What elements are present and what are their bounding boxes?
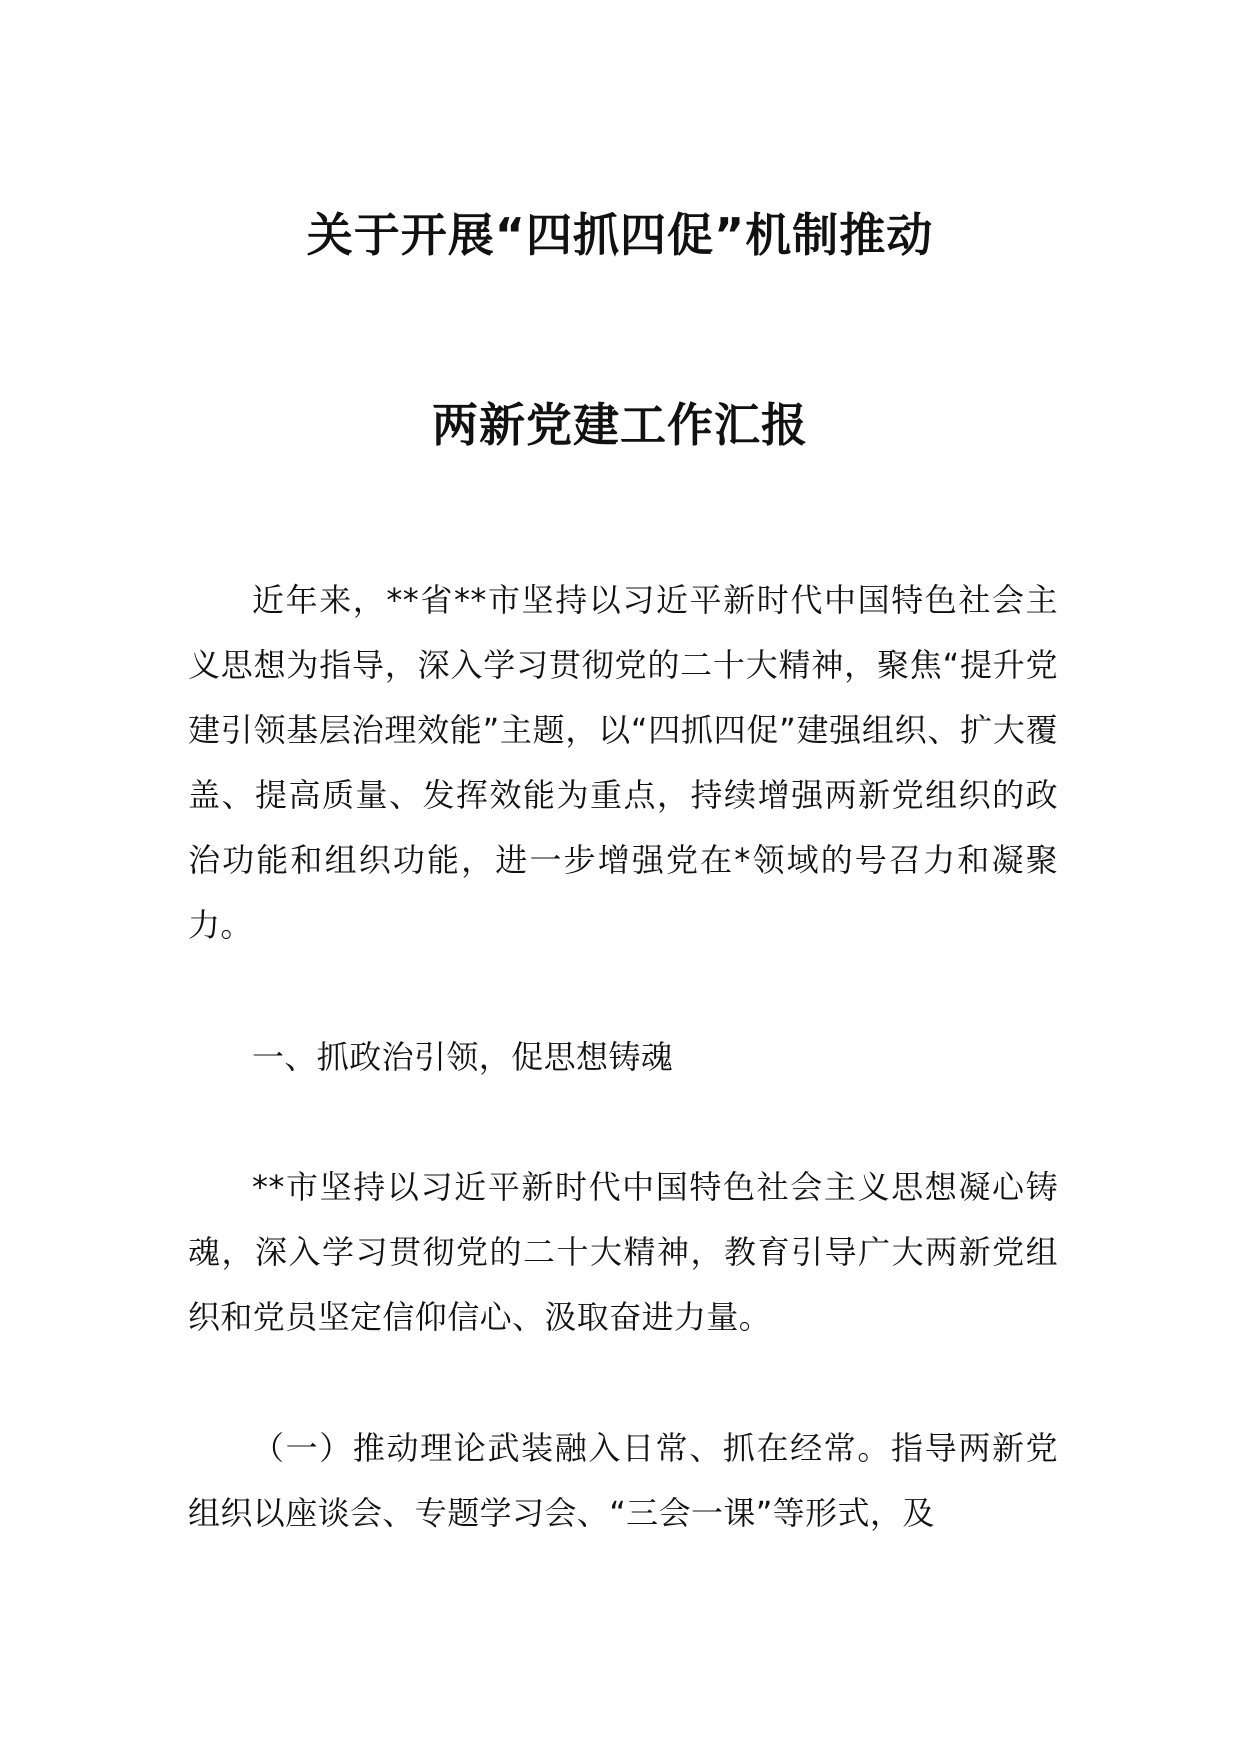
section-heading: 一、抓政治引领，促思想铸魂 <box>252 1038 674 1076</box>
section-paragraph: **市坚持以习近平新时代中国特色社会主义思想凝心铸魂，深入学习贯彻党的二十大精神，教育引导广大两新党组织和党员坚定信仰信心、汲取奋进力量。 <box>188 1168 1058 1336</box>
document-title-line-2: 两新党建工作汇报 <box>432 398 808 452</box>
subsection-paragraph: （一）推动理论武装融入日常、抓在经常。指导两新党组织以座谈会、专题学习会、“三会一课”等形式，及 <box>188 1429 1058 1532</box>
document-title-line-1: 关于开展“四抓四促”机制推动 <box>306 208 934 262</box>
intro-paragraph: 近年来，**省**市坚持以习近平新时代中国特色社会主义思想为指导，深入学习贯彻党的二十大精神，聚焦“提升党建引领基层治理效能”主题，以“四抓四促”建强组织、扩大覆盖、提高质量、发挥效能为重点，持续增强两新党组织的政治功能和组织功能，进一步增强党在*领域的号召力和凝聚力。 <box>188 581 1058 944</box>
